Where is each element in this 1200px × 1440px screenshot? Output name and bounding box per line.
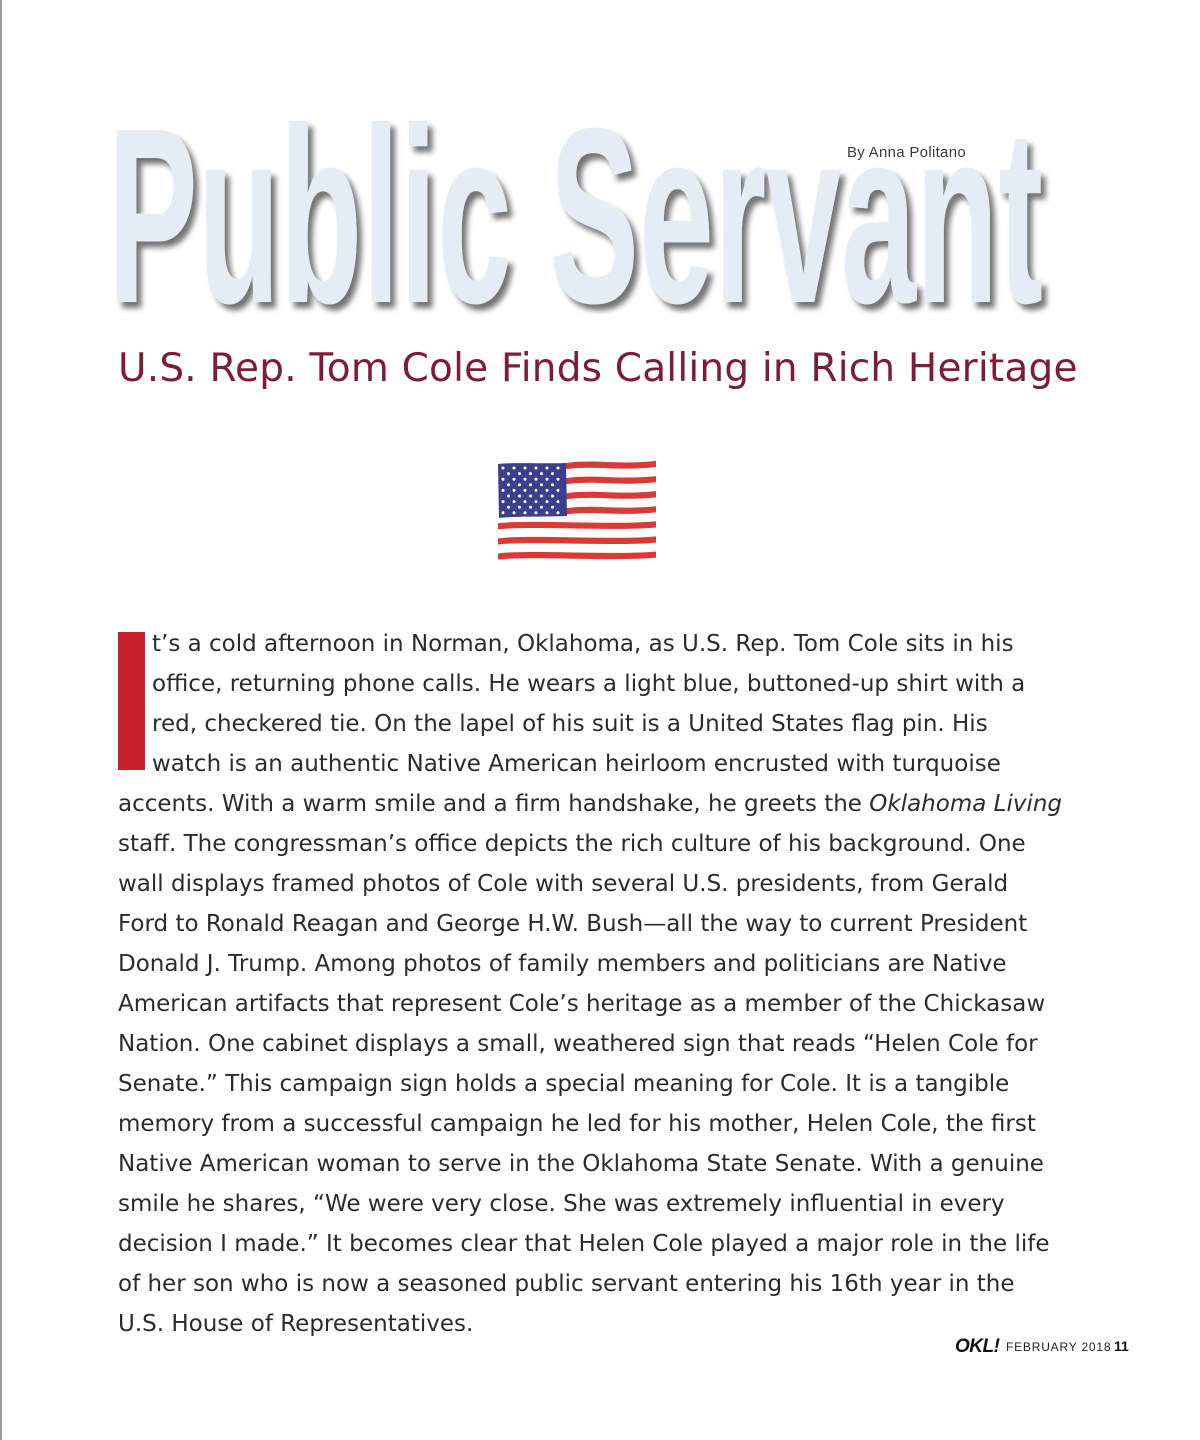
flag-star bbox=[551, 472, 554, 475]
flag-star bbox=[540, 472, 543, 475]
body-line bbox=[118, 784, 1086, 824]
flag-star bbox=[557, 478, 560, 481]
body-line: American artifacts that represent Cole’s heritage as a member of the Chickasaw bbox=[118, 991, 1046, 1017]
american-flag-icon bbox=[496, 458, 660, 564]
flag-star bbox=[535, 500, 538, 503]
flag-star bbox=[524, 500, 527, 503]
page-number: 11 bbox=[1114, 1338, 1129, 1354]
magazine-logo: OKL! bbox=[955, 1336, 1000, 1357]
flag-star bbox=[513, 489, 516, 492]
flag-star bbox=[524, 478, 527, 481]
flag-star bbox=[546, 467, 549, 470]
body-line: red, checkered tie. On the lapel of his suit is a United States flag pin. His bbox=[152, 711, 988, 737]
body-line: Native American woman to serve in the Oklahoma State Senate. With a genuine bbox=[118, 1151, 1044, 1177]
flag-star bbox=[540, 483, 543, 486]
flag-star bbox=[551, 483, 554, 486]
issue-date: FEBRUARY 2018 bbox=[1006, 1340, 1112, 1354]
flag-star bbox=[524, 467, 527, 470]
body-line: of her son who is now a seasoned public servant entering his 16th year in the bbox=[118, 1271, 1015, 1297]
flag-stripe bbox=[566, 491, 656, 499]
flag-star bbox=[529, 472, 532, 475]
flag-star bbox=[546, 511, 549, 514]
flag-star bbox=[502, 489, 505, 492]
body-line: smile he shares, “We were very close. She was extremely influential in every bbox=[118, 1191, 1005, 1217]
flag-star bbox=[546, 500, 549, 503]
flag-star bbox=[518, 506, 521, 509]
flag-star bbox=[502, 467, 505, 470]
headline: Public Servant bbox=[108, 76, 1043, 340]
flag-star bbox=[557, 511, 560, 514]
flag-star bbox=[502, 478, 505, 481]
flag-star bbox=[507, 483, 510, 486]
body-line: Ford to Ronald Reagan and George H.W. Bush—all the way to current President bbox=[118, 911, 1028, 937]
body-line: Nation. One cabinet displays a small, weathered sign that reads “Helen Cole for bbox=[118, 1031, 1038, 1057]
flag-star bbox=[535, 489, 538, 492]
body-line: decision I made.” It becomes clear that Helen Cole played a major role in the life bbox=[118, 1231, 1050, 1257]
byline: By Anna Politano bbox=[846, 144, 966, 161]
flag-star bbox=[518, 495, 521, 498]
body-text-span: accents. With a warm smile and a firm handshake, he greets the bbox=[118, 791, 870, 817]
flag-stripe bbox=[566, 476, 656, 484]
flag-star bbox=[513, 500, 516, 503]
headline-block bbox=[0, 60, 1200, 340]
flag-star bbox=[524, 511, 527, 514]
flag-star bbox=[513, 478, 516, 481]
flag-star bbox=[507, 495, 510, 498]
flag-star bbox=[551, 506, 554, 509]
body-line: U.S. House of Representatives. bbox=[118, 1311, 474, 1337]
flag-star bbox=[557, 500, 560, 503]
flag-star bbox=[513, 467, 516, 470]
body-line: watch is an authentic Native American heirloom encrusted with turquoise bbox=[152, 751, 1001, 777]
subtitle: U.S. Rep. Tom Cole Finds Calling in Rich Heritage bbox=[118, 346, 1078, 391]
flag-stripe bbox=[498, 536, 656, 544]
flag-star bbox=[529, 483, 532, 486]
flag-stripe bbox=[498, 521, 656, 529]
flag-star bbox=[557, 489, 560, 492]
article-body bbox=[118, 624, 1086, 1344]
flag-star bbox=[557, 467, 560, 470]
flag-star bbox=[502, 500, 505, 503]
flag-star bbox=[535, 467, 538, 470]
publication-name: Oklahoma Living bbox=[869, 791, 1063, 817]
flag-star bbox=[546, 489, 549, 492]
flag-star bbox=[524, 489, 527, 492]
flag-graphic bbox=[496, 458, 660, 564]
flag-stripe bbox=[566, 461, 656, 469]
flag-star bbox=[518, 472, 521, 475]
body-line: staff. The congressman’s office depicts the rich culture of his background. One bbox=[118, 831, 1026, 857]
body-line: Senate.” This campaign sign holds a special meaning for Cole. It is a tangible bbox=[118, 1071, 1010, 1097]
flag-stripe bbox=[566, 506, 656, 514]
flag-star bbox=[540, 506, 543, 509]
flag-star bbox=[546, 478, 549, 481]
flag-stripe bbox=[498, 551, 656, 559]
body-line: Donald J. Trump. Among photos of family members and politicians are Native bbox=[118, 951, 1007, 977]
flag-star bbox=[529, 495, 532, 498]
flag-star bbox=[507, 506, 510, 509]
flag-star bbox=[518, 483, 521, 486]
flag-star bbox=[513, 511, 516, 514]
body-line: wall displays framed photos of Cole with several U.S. presidents, from Gerald bbox=[118, 871, 1009, 897]
flag-star bbox=[529, 506, 532, 509]
flag-star bbox=[535, 511, 538, 514]
body-line: office, returning phone calls. He wears a light blue, buttoned-up shirt with a bbox=[152, 671, 1026, 697]
flag-star bbox=[535, 478, 538, 481]
body-line: t’s a cold afternoon in Norman, Oklahoma, as U.S. Rep. Tom Cole sits in his bbox=[152, 631, 1014, 657]
flag-star bbox=[551, 495, 554, 498]
flag-star bbox=[540, 495, 543, 498]
flag-star bbox=[502, 511, 505, 514]
flag-star bbox=[507, 472, 510, 475]
headline-graphic bbox=[0, 60, 1200, 340]
body-line: memory from a successful campaign he led for his mother, Helen Cole, the first bbox=[118, 1111, 1036, 1137]
